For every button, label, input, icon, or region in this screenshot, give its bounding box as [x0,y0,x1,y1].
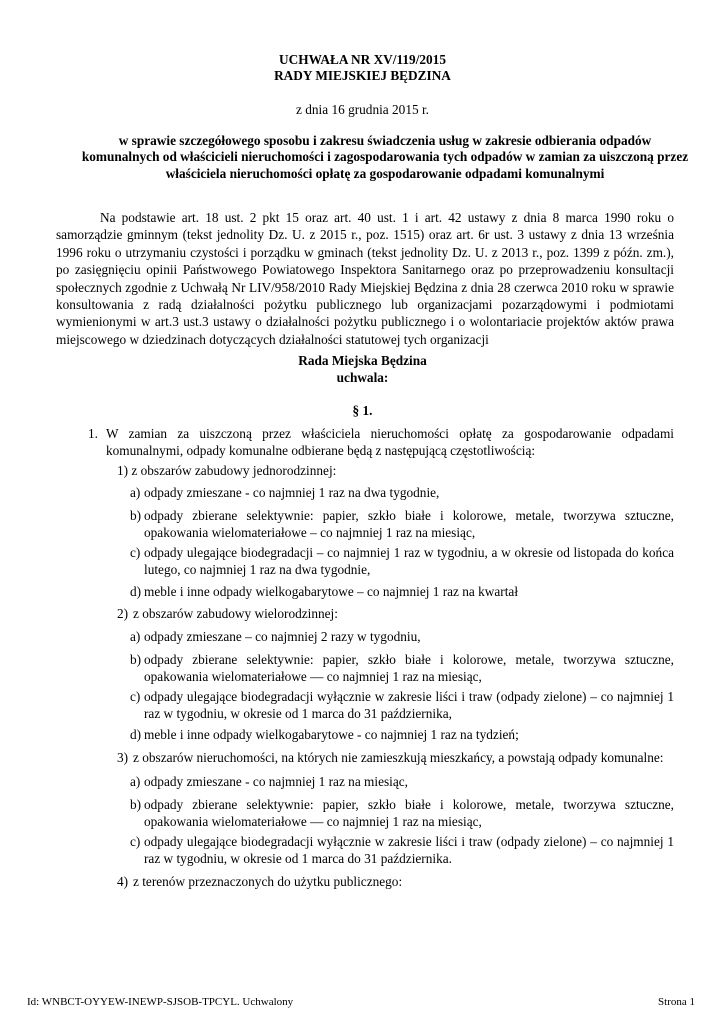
item-label: c) [130,689,141,704]
point-1-item-a [130,484,674,501]
point-1-item-d [130,583,674,600]
point-2 [117,605,677,622]
paragraph-1 [88,425,674,460]
item-text: odpady zbierane selektywnie: papier, szkło białe i kolorowe, metale, tworzywa sztuczne, opakowania wielomateriałowe — co najmniej 1 raz na miesiąc, [144,797,674,830]
item-label: a) [130,629,141,644]
item-text: odpady ulegające biodegradacji wyłącznie w zakresie liści i traw (odpady zielone) – co najmniej 1 raz w tygodniu, w okresie od 1 marca do 31 października, [144,689,674,722]
item-label: d) [130,584,142,599]
council-name-title: RADY MIEJSKIEJ BĘDZINA [274,68,451,83]
item-text: odpady zbierane selektywnie: papier, szkło białe i kolorowe, metale, tworzywa sztuczne, opakowania wielomateriałowe – co najmniej 1 raz na miesiąc, [144,508,674,541]
resolution-date: z dnia 16 grudnia 2015 r. [296,102,429,117]
council-heading: Rada Miejska Będzina [298,353,427,368]
item-text: odpady zmieszane – co najmniej 2 razy w tygodniu, [144,629,421,644]
resolution-title: UCHWAŁA NR XV/119/2015 [279,52,446,67]
point-text: z obszarów nieruchomości, na których nie zamieszkują mieszkańcy, a powstają odpady komunalne: [133,750,664,765]
paragraph-label: 1. [88,426,98,441]
resolution-subject: w sprawie szczegółowego sposobu i zakresu świadczenia usług w zakresie odbierania odpadów komunalnych od właścicieli nieruchomości i zagospodarowania tych odpadów w zamian za uiszczoną przez właściciela nieruchomości opłatę za gospodarowanie odpadami komunalnymi [81,133,689,181]
point-2-item-d [130,726,674,743]
document-id-footer: Id: WNBCT-OYYEW-INEWP-SJSOB-TPCYL. Uchwalony [27,996,294,1008]
item-text: odpady ulegające biodegradacji – co najmniej 1 raz w tygodniu, a w okresie od listopada do końca lutego, co najmniej 1 raz na dwa tygodnie, [144,545,674,578]
item-text: meble i inne odpady wielkogabarytowe - co najmniej 1 raz na tydzień; [144,727,519,742]
point-1-item-c [130,544,674,579]
point-label: 3) [117,750,129,765]
page-number-footer: Strona 1 [658,996,695,1008]
point-text: z terenów przeznaczonych do użytku publicznego: [133,874,403,889]
item-label: d) [130,727,142,742]
point-1 [117,462,677,479]
item-text: odpady zbierane selektywnie: papier, szkło białe i kolorowe, metale, tworzywa sztuczne, opakowania wielomateriałowe — co najmniej 1 raz na miesiąc, [144,652,674,685]
point-text: 1) z obszarów zabudowy jednorodzinnej: [117,463,337,478]
item-text: odpady ulegające biodegradacji wyłącznie w zakresie liści i traw (odpady zielone) – co najmniej 1 raz w tygodniu, w okresie od 1 marca do 31 października. [144,834,674,867]
item-text: odpady zmieszane - co najmniej 1 raz na dwa tygodnie, [144,485,440,500]
preamble: Na podstawie art. 18 ust. 2 pkt 15 oraz art. 40 ust. 1 i art. 42 ustawy z dnia 8 marca 1990 roku o samorządzie gminnym (tekst jednolity Dz. U. z 2015 r., poz. 1515) oraz art. 6r ust. 3 ustawy z dnia 13 września 1996 roku o utrzymaniu czystości i porządku w gminach (tekst jednolity Dz. U. z 2013 r., poz. 1399 z późn. zm.), po zasięgnięciu opinii Państwowego Powiatowego Inspektora Sanitarnego oraz po przeprowadzeniu konsultacji społecznych zgodnie z Uchwałą Nr LIV/958/2010 Rady Miejskiej Będzina z dnia 28 czerwca 2010 roku w sprawie konsultowania z radą działalności pożytku publicznego lub organizacjami pozarządowymi i podmiotami wymienionymi w art.3 ust.3 ustawy o działalności pożytku publicznego i o wolontariacie projektów aktów prawa miejscowego w dziedzinach dotyczących działalności statutowej tych organizacji [56,210,674,347]
point-4 [117,873,677,890]
council-resolves: uchwala: [336,370,389,385]
point-label: 2) [117,606,129,621]
point-label: 4) [117,874,129,889]
item-label: b) [130,652,142,667]
point-3 [117,749,677,766]
point-text: z obszarów zabudowy wielorodzinnej: [133,606,338,621]
point-3-item-a [130,773,674,790]
item-text: odpady zmieszane - co najmniej 1 raz na miesiąc, [144,774,408,789]
item-label: c) [130,834,141,849]
paragraph-text: W zamian za uiszczoną przez właściciela nieruchomości opłatę za gospodarowanie odpadami komunalnymi, odpady komunalne odbierane będą z następującą częstotliwością: [106,426,674,459]
item-label: b) [130,508,142,523]
item-label: a) [130,774,141,789]
section-mark: § 1. [352,403,373,418]
item-text: meble i inne odpady wielkogabarytowe – co najmniej 1 raz na kwartał [144,584,519,599]
point-1-item-b [130,507,674,542]
point-2-item-a [130,628,674,645]
item-label: c) [130,545,141,560]
point-2-item-b [130,651,674,686]
point-3-item-b [130,796,674,831]
item-label: b) [130,797,142,812]
point-2-item-c [130,688,674,723]
point-3-item-c [130,833,674,868]
item-label: a) [130,485,141,500]
